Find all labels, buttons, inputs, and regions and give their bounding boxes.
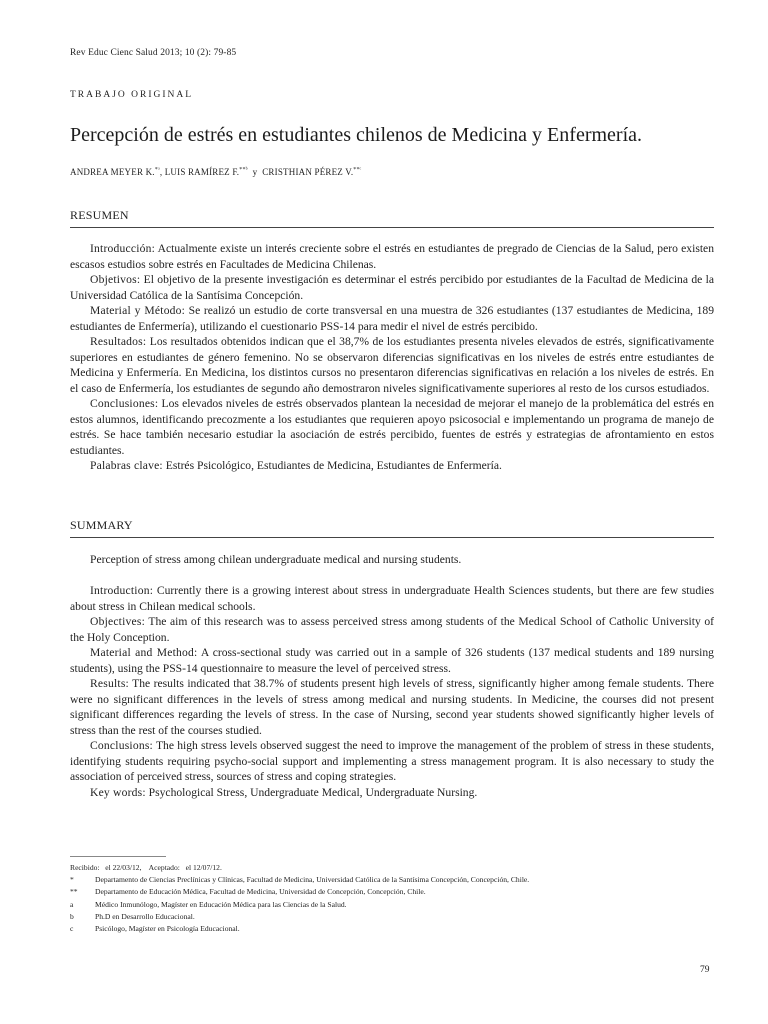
footnote-mark: b xyxy=(70,911,74,921)
footnote-text: Psicólogo, Magíster en Psicología Educacional. xyxy=(95,924,240,934)
paragraph-text: Actualmente existe un interés creciente sobre el estrés en estudiantes de pregrado de Ciencias de la Salud, pero existen escasos estudios sobre estrés en Facultades de Medicina Chilenas. xyxy=(70,242,714,271)
paragraph-text: A cross-sectional study was carried out in a sample of 326 students (137 medical students and 189 nursing students), using the PSS-14 questionnaire to measure the level of perceived stress. xyxy=(70,646,714,675)
resumen-heading: RESUMEN xyxy=(70,208,714,228)
summary-paragraph xyxy=(70,583,714,614)
paragraph-label: Conclusiones: xyxy=(90,397,159,410)
paragraph-text: Se realizó un estudio de corte transversal en una muestra de 326 estudiantes (137 estudiantes de Medicina, 189 estudiantes de Enfermería), utilizando el cuestionario PSS-14 para medir el nivel de estrés percibido. xyxy=(70,304,714,333)
footnote-text: Médico Inmunólogo, Magíster en Educación Médica para las Ciencias de la Salud. xyxy=(95,899,347,909)
paragraph-text: The aim of this research was to assess perceived stress among students of the Medical School of Catholic University of the Holy Conception. xyxy=(70,615,714,644)
summary-paragraph xyxy=(70,738,714,785)
summary-paragraph xyxy=(70,676,714,738)
footnote-divider xyxy=(70,856,166,857)
page-number: 79 xyxy=(700,965,710,975)
footnote-item xyxy=(70,874,714,886)
paragraph-text: Estrés Psicológico, Estudiantes de Medicina, Estudiantes de Enfermería. xyxy=(162,459,502,472)
author-separator: y xyxy=(247,167,263,177)
summary-body xyxy=(70,583,714,800)
footnotes xyxy=(70,862,714,935)
paragraph-label: Material and Method: xyxy=(90,646,198,659)
resumen-paragraph xyxy=(70,458,714,474)
resumen-paragraph xyxy=(70,334,714,396)
footnote-text: Departamento de Educación Médica, Facultad de Medicina, Universidad de Concepción, Concepción, Chile. xyxy=(95,887,426,897)
paragraph-label: Conclusions: xyxy=(90,739,153,752)
summary-title: Perception of stress among chilean undergraduate medical and nursing students. xyxy=(90,553,462,566)
paragraph-label: Palabras clave: xyxy=(90,459,163,472)
journal-citation: Rev Educ Cienc Salud 2013; 10 (2): 79-85 xyxy=(70,48,237,58)
footnote-received xyxy=(70,862,714,874)
paragraph-text: Los elevados niveles de estrés observados plantean la necesidad de mejorar el manejo de la problemática del estrés en estos alumnos, identificando precozmente a los estudiantes que requieren apoyo psicosocial e implementando un programa de manejo de estrés. Se hace también necesario estudiar la asociación de estrés percibido, fuentes de estrés y estrategias de afrontamiento en estos estudiantes. xyxy=(70,397,714,457)
footnote-mark: ** xyxy=(70,887,78,897)
author-list xyxy=(70,167,720,177)
paragraph-label: Introduction: xyxy=(90,584,154,597)
footnote-text: Departamento de Ciencias Preclínicas y Clínicas, Facultad de Medicina, Universidad Católica de la Santísima Concepción, Concepción, Chile. xyxy=(95,875,530,885)
author-name: LUIS RAMÍREZ F. xyxy=(164,167,240,177)
author-affiliation-marks: **ᶜ xyxy=(353,167,362,173)
footnote-item xyxy=(70,899,714,911)
resumen-body xyxy=(70,241,714,474)
author-name: ANDREA MEYER K. xyxy=(70,167,155,177)
paragraph-text: Currently there is a growing interest about stress in undergraduate Health Sciences students, but there are few studies about stress in Chilean medical schools. xyxy=(70,584,714,613)
paragraph-label: Introducción: xyxy=(90,242,156,255)
footnote-mark: * xyxy=(70,875,74,885)
summary-paragraph xyxy=(70,645,714,676)
resumen-paragraph xyxy=(70,241,714,272)
summary-paragraph xyxy=(70,614,714,645)
resumen-paragraph xyxy=(70,272,714,303)
paragraph-text: The results indicated that 38.7% of students present high levels of stress, significantly higher among female students. There were no significant differences in the levels of stress among medical and nursing students. In Medicine, the courses did not present significant differences regarding the levels of stress. In the case of Nursing, second year students showed significantly higher levels of stress than the rest of the courses studied. xyxy=(70,677,714,737)
article-title: Percepción de estrés en estudiantes chilenos de Medicina y Enfermería. xyxy=(70,124,643,146)
resumen-paragraph xyxy=(70,396,714,458)
footnote-mark: c xyxy=(70,924,74,934)
author-affiliation-marks: **ᵇ xyxy=(239,167,248,173)
author-separator: , xyxy=(159,167,165,177)
footnote-mark: a xyxy=(70,899,74,909)
summary-heading: SUMMARY xyxy=(70,518,714,538)
paragraph-label: Objetivos: xyxy=(90,273,141,286)
paragraph-text: Psychological Stress, Undergraduate Medical, Undergraduate Nursing. xyxy=(145,785,478,799)
paragraph-label: Resultados: xyxy=(90,335,147,348)
footnote-item xyxy=(70,886,714,898)
author-affiliation-marks: *ᵃ xyxy=(154,167,160,173)
paragraph-text: El objetivo de la presente investigación es determinar el estrés percibido por estudiantes de la Facultad de Medicina de la Universidad Católica de la Santísima Concepción. xyxy=(70,273,714,302)
footnote-text: Ph.D en Desarrollo Educacional. xyxy=(95,911,195,921)
paragraph-label: Material y Método: xyxy=(90,304,186,317)
footnote-text: Recibido: el 22/03/12, Aceptado: el 12/07/12. xyxy=(70,863,222,872)
paragraph-text: The high stress levels observed suggest the need to improve the management of the problem of stress in these students, identifying students requiring psycho-social support and implementing a stress management program. It is also necessary to study the association of perceived stress, sources of stress and coping strategies. xyxy=(70,739,714,783)
paragraph-label: Results: xyxy=(90,677,129,690)
summary-paragraph xyxy=(70,785,714,801)
paragraph-text: Los resultados obtenidos indican que el 38,7% de los estudiantes presenta niveles elevados de estrés, significativamente superiores en estudiantes de género femenino. No se observaron diferencias significativas en los niveles de estrés entre estudiantes de Medicina y Enfermería. En Medicina, los distintos cursos no presentaron diferencias significativas en relación a los niveles de estrés. En el caso de Enfermería, los estudiantes de segundo año demostraron niveles significativamente superiores al resto de los cursos estudiados. xyxy=(70,335,714,395)
footnote-item xyxy=(70,923,714,935)
resumen-paragraph xyxy=(70,303,714,334)
footnote-item xyxy=(70,911,714,923)
author-name: CRISTHIAN PÉREZ V. xyxy=(262,167,354,177)
article-type-label: TRABAJO ORIGINAL xyxy=(70,90,194,100)
paragraph-label: Objectives: xyxy=(90,615,146,628)
paragraph-label: Key words: xyxy=(90,785,146,799)
